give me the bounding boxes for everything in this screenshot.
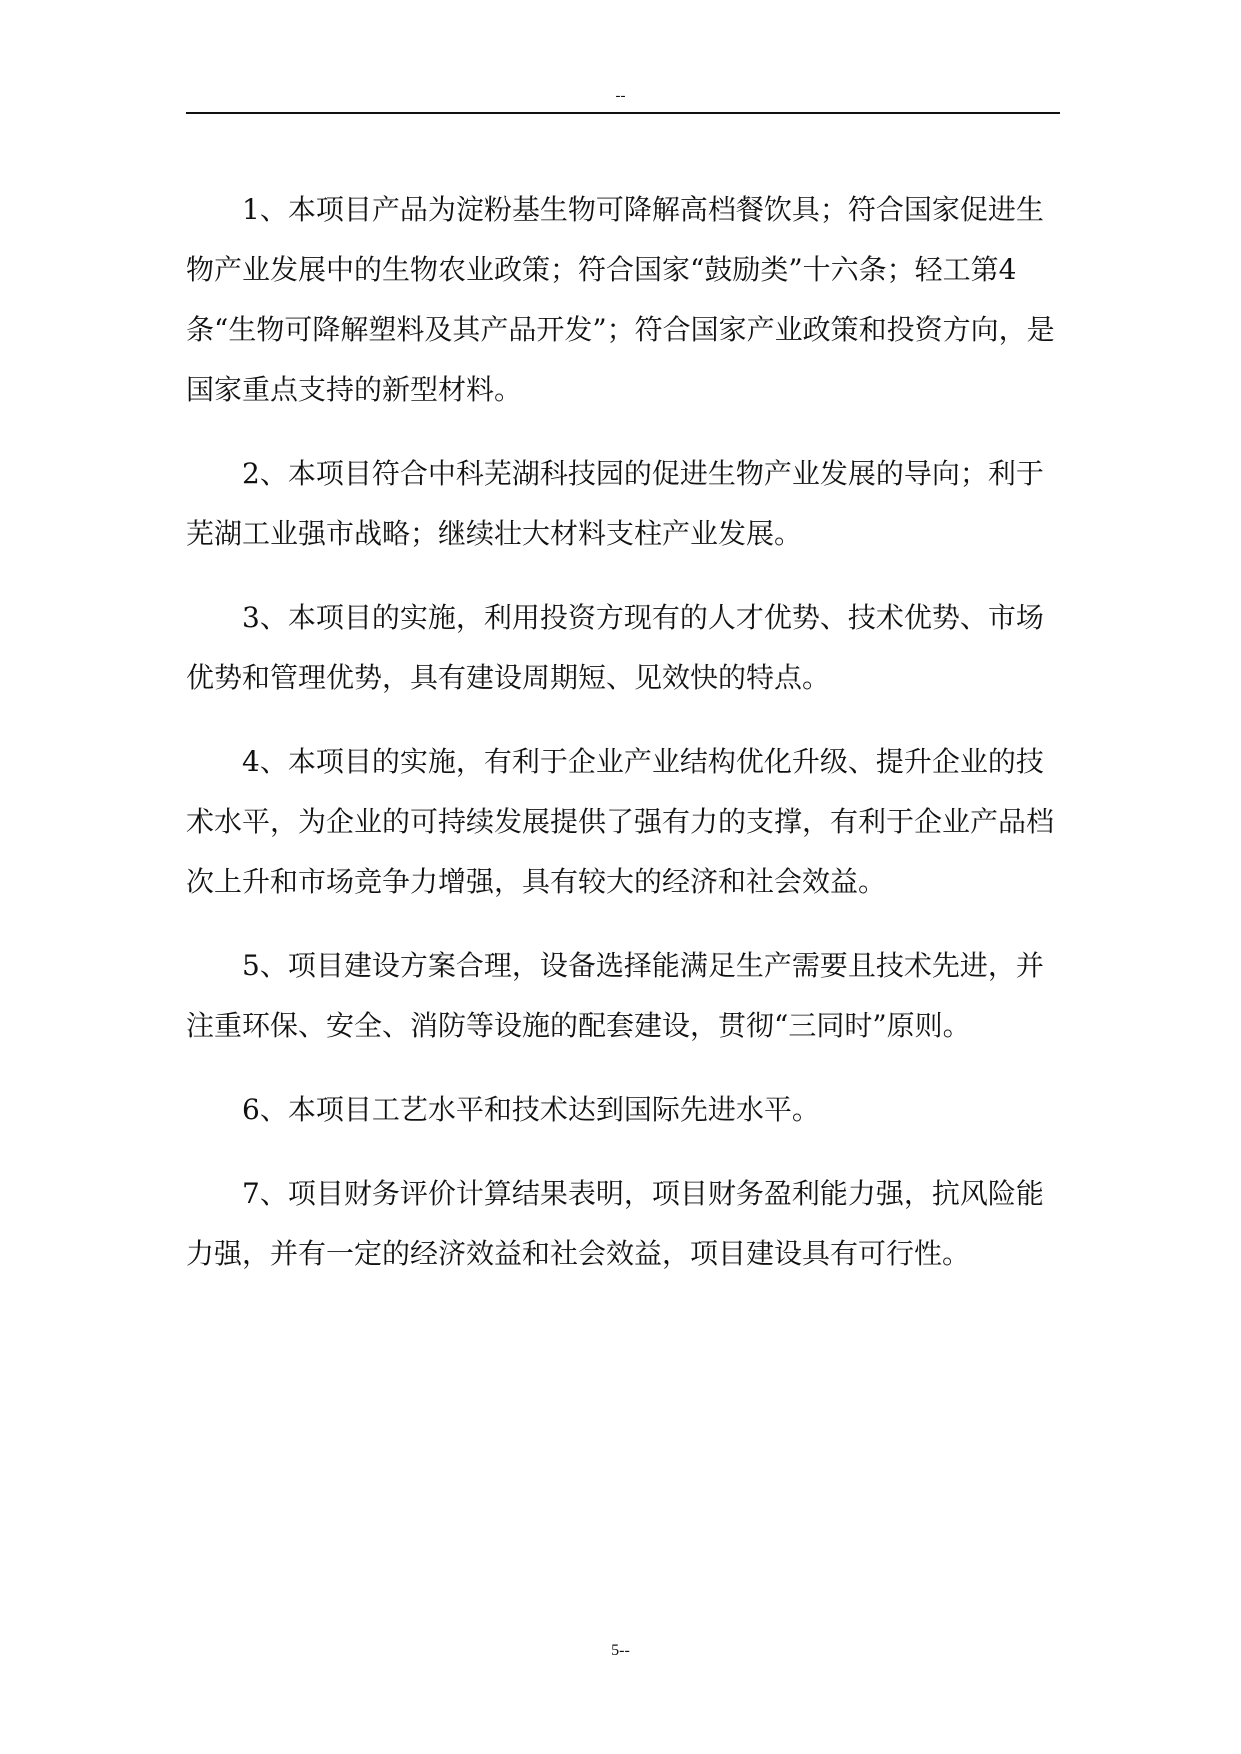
paragraph-1: 1、本项目产品为淀粉基生物可降解高档餐饮具；符合国家促进生物产业发展中的生物农业政策；符合国家“鼓励类”十六条；轻工第4条“生物可降解塑料及其产品开发”；符合国家产业政策和投资方向，是国家重点支持的新型材料。 <box>186 193 1055 406</box>
document-body <box>186 180 1060 1308</box>
header-divider <box>186 112 1060 114</box>
paragraph-4: 4、本项目的实施，有利于企业产业结构优化升级、提升企业的技术水平，为企业的可持续发展提供了强有力的支撑，有利于企业产品档次上升和市场竞争力增强，具有较大的经济和社会效益。 <box>186 745 1055 898</box>
paragraph-7: 7、项目财务评价计算结果表明，项目财务盈利能力强，抗风险能力强，并有一定的经济效益和社会效益，项目建设具有可行性。 <box>186 1177 1044 1270</box>
page-header-mark: -- <box>615 88 626 104</box>
paragraph-6: 6、本项目工艺水平和技术达到国际先进水平。 <box>242 1093 820 1126</box>
paragraph-5: 5、项目建设方案合理，设备选择能满足生产需要且技术先进，并注重环保、安全、消防等设施的配套建设，贯彻“三同时”原则。 <box>186 949 1044 1042</box>
paragraph-3: 3、本项目的实施，利用投资方现有的人才优势、技术优势、市场优势和管理优势，具有建设周期短、见效快的特点。 <box>186 601 1044 694</box>
page-number: 5-- <box>611 1642 630 1659</box>
paragraph-2: 2、本项目符合中科芜湖科技园的促进生物产业发展的导向；利于芜湖工业强市战略；继续壮大材料支柱产业发展。 <box>186 457 1044 550</box>
